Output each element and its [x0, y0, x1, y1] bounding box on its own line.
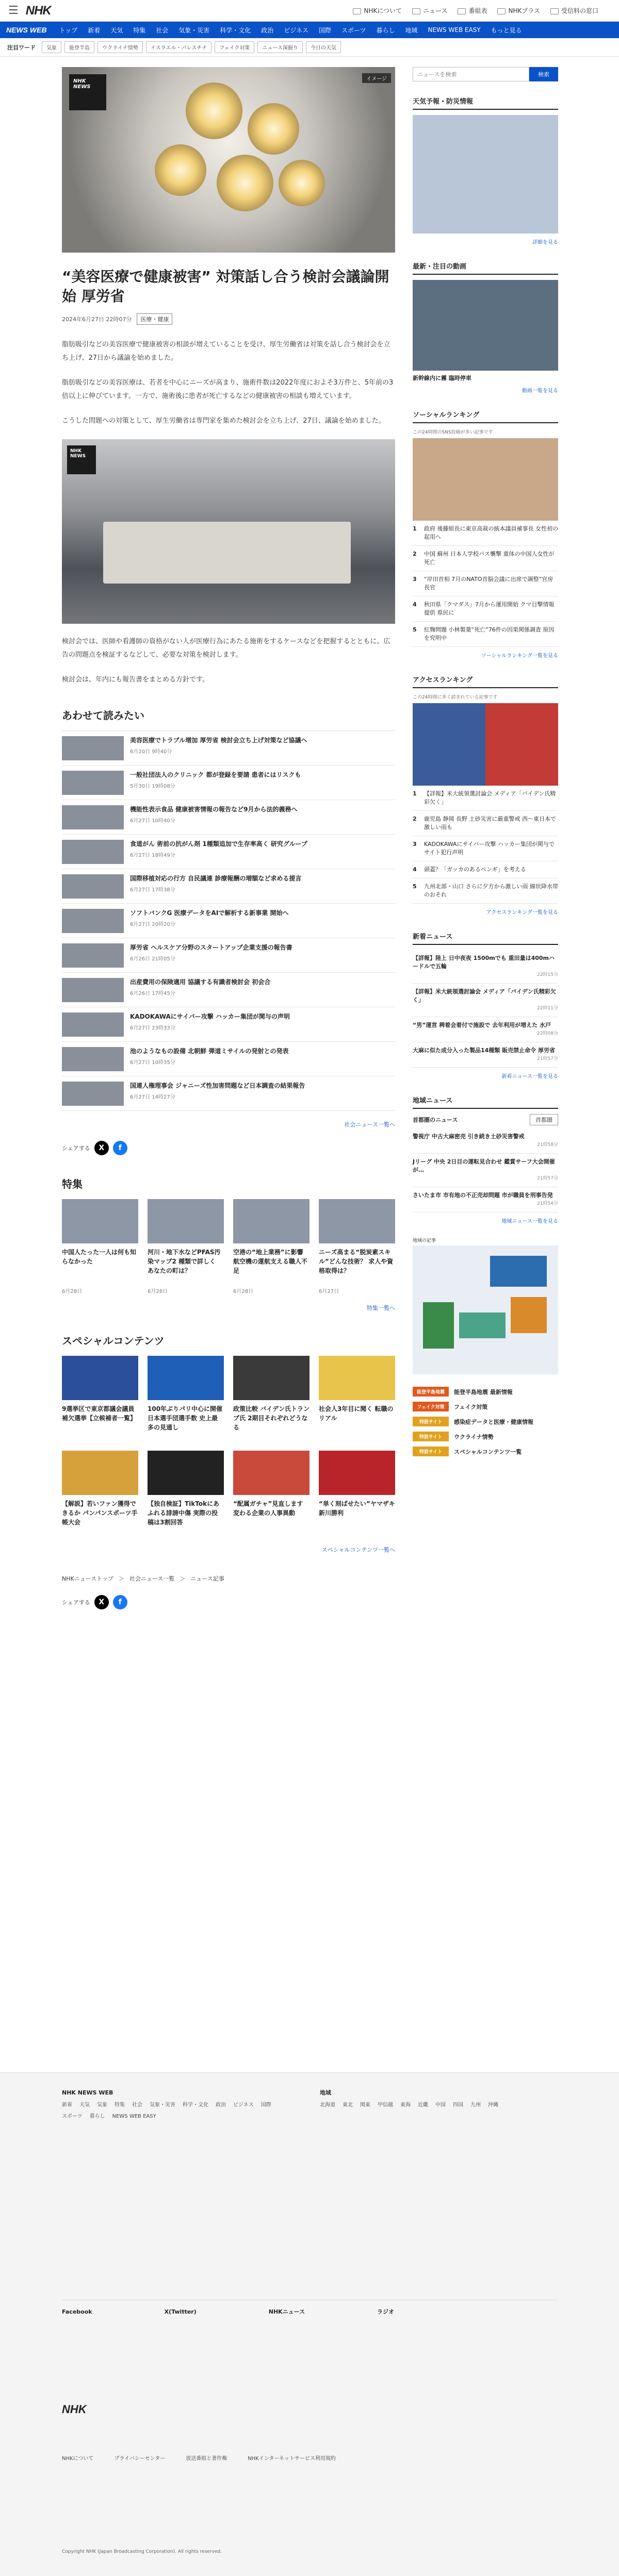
card-image	[62, 1356, 138, 1400]
nav-item[interactable]: スポーツ	[341, 26, 366, 34]
ranking-item[interactable]: 4 秋田県「クマダス」7月から運用開始 クマ目撃情報提供 県民に	[413, 596, 558, 622]
search-button[interactable]: 検索	[529, 67, 558, 81]
util-link-program[interactable]: 番組表	[458, 6, 487, 15]
footer-col-region: 地域 北海道 東北 関東 甲信越 東海 近畿 中国 四国 九州 沖縄	[320, 2088, 557, 2110]
play-icon	[497, 8, 506, 14]
nav-item[interactable]: 地域	[405, 26, 418, 34]
news-icon	[412, 8, 420, 14]
ranking-item[interactable]: 5 九州北部・山口 さらに夕方から激しい雨 線状降水帯のおそれ	[413, 878, 558, 904]
latest-more-link[interactable]: 新着ニュース一覧を見る	[501, 1074, 558, 1079]
keyword-tag[interactable]: ニュース深掘り	[257, 41, 303, 53]
ranking-item[interactable]: 3 “岸田首相 7月のNATO首脳会議に出席で調整”官房長官	[413, 571, 558, 596]
special-card[interactable]: 社会人3年目に聞く 転職のリアル	[319, 1356, 395, 1441]
keyword-tag[interactable]: 今日の天気	[306, 41, 341, 53]
keyword-bar	[0, 38, 619, 57]
breadcrumb-item[interactable]: NHKニューストップ	[62, 1575, 113, 1582]
access-ranking-sub: この24時間に多く読まれている記事です	[413, 695, 498, 700]
latest-item[interactable]: 大麻に似た成分入った製品14種類 販売禁止命令 厚労省 21時57分	[413, 1042, 558, 1068]
card-image	[148, 1199, 224, 1243]
footer-sns-item[interactable]: X(Twitter)	[164, 2308, 197, 2315]
footer-link[interactable]: 政治	[216, 2102, 226, 2108]
banner-item[interactable]: フェイク対策 フェイク対策	[413, 1402, 558, 1411]
footer-sns-item[interactable]: ラジオ	[377, 2308, 395, 2315]
breadcrumb-item[interactable]: 社会ニュース一覧	[129, 1575, 175, 1582]
ranking-item[interactable]: 2 中国 蘇州 日本人学校バス襲撃 重体の中国人女性が死亡	[413, 546, 558, 571]
access-ranking-list	[413, 786, 558, 904]
special-card[interactable]: 【独自検証】TikTokにあふれる誹謗中傷 実際の投稿は3割回答	[148, 1451, 224, 1536]
ranking-image	[413, 703, 558, 786]
thumbnail	[62, 1012, 124, 1037]
footer-link[interactable]: 中国	[435, 2102, 446, 2108]
banner-item[interactable]: 特設サイト ウクライナ情勢	[413, 1432, 558, 1441]
video-caption[interactable]: 新幹線内に霧 臨時停車	[413, 375, 471, 381]
nav-item[interactable]: 暮らし	[376, 26, 395, 34]
access-ranking-heading: アクセスランキング	[413, 671, 558, 688]
video-thumbnail[interactable]	[413, 280, 558, 371]
share-bar	[62, 1141, 395, 1155]
article-main	[62, 67, 395, 1622]
share-bar-bottom	[62, 1595, 395, 1609]
local-item[interactable]: Jリーグ 中央 2日目の運転見合わせ 鑑賞サーフ大会開催が… 21時57分	[413, 1154, 558, 1187]
util-link-plus[interactable]: NHKプラス	[497, 6, 540, 15]
related-item[interactable]: KADOKAWAにサイバー攻撃 ハッカー集団が関与の声明 6月27日 23時33分	[62, 1007, 395, 1042]
article-photo	[62, 439, 395, 624]
feature-card[interactable]: 河川・地下水などPFAS汚染マップ2 種類で詳しく あなたの町は？ 6月28日	[148, 1199, 224, 1294]
utility-links	[353, 6, 598, 15]
copyright: Copyright NHK (Japan Broadcasting Corporation). All rights reserved.	[62, 2549, 222, 2554]
feature-card[interactable]: 空港の“地上業務”に影響 航空機の運航支える職人不足 6月28日	[233, 1199, 310, 1294]
nav-item[interactable]: NEWS WEB EASY	[428, 26, 481, 34]
x-share-icon[interactable]: X	[94, 1141, 109, 1155]
local-sub: 首都圏のニュース	[413, 1117, 458, 1123]
footer-link[interactable]: 近畿	[418, 2102, 428, 2108]
footer-link[interactable]: 関東	[360, 2102, 370, 2108]
feature-more-link[interactable]: 特集一覧へ	[367, 1305, 395, 1311]
footer-link[interactable]: 国際	[260, 2102, 271, 2108]
ranking-item[interactable]: 4 頭蓋？「ガッカのあるペンギ」を考える	[413, 861, 558, 878]
nhk-news-badge: NHK NEWS	[67, 445, 96, 474]
weather-more-link[interactable]: 詳細を見る	[532, 240, 558, 245]
card-image	[233, 1199, 310, 1243]
article-paragraph: 検討会では、医師や看護師の資格がない人が医療行為にあたる施術をするケースなどを把握するとともに、広告の問題点を検証するなどして、必要な対策を検討します。	[62, 638, 390, 659]
thumbnail	[62, 874, 124, 899]
x-share-icon[interactable]: X	[94, 1595, 109, 1609]
banner-list	[413, 1387, 558, 1456]
special-card[interactable]: 100年ぶりパリ中心に開催 日本選手団選手数 史上最多の見通し	[148, 1356, 224, 1441]
footer-link[interactable]: スポーツ	[62, 2114, 83, 2119]
nav-item[interactable]: 科学・文化	[220, 26, 251, 34]
breadcrumb-current: ニュース記事	[190, 1575, 224, 1582]
article-date: 2024年6月27日 22時07分	[62, 316, 132, 323]
special-more-link[interactable]: スペシャルコンテンツ一覧へ	[321, 1547, 395, 1553]
thumbnail	[62, 736, 124, 760]
footer-link[interactable]: ビジネス	[233, 2102, 254, 2108]
local-list	[413, 1128, 558, 1212]
social-ranking-sub: この24時間のSNS投稿が多い記事です	[413, 430, 493, 435]
footer-bottom-link[interactable]: プライバシーセンター	[114, 2456, 166, 2462]
special-grid	[62, 1356, 395, 1536]
footer-link[interactable]: 暮らし	[89, 2114, 105, 2119]
footer-link[interactable]: 甲信越	[378, 2102, 393, 2108]
social-ranking-more[interactable]: ソーシャルランキング一覧を見る	[481, 653, 558, 659]
global-nav	[0, 22, 619, 38]
related-item[interactable]: 池のようなもの設備 北朝鮮 弾道ミサイルの発射との発表 6月27日 10時35分	[62, 1042, 395, 1076]
local-more-link[interactable]: 地域ニュース一覧を見る	[501, 1219, 558, 1224]
nav-item[interactable]: ビジネス	[284, 26, 308, 34]
footer-bottom-link[interactable]: NHKについて	[62, 2456, 94, 2462]
article-title: “美容医療で健康被害” 対策話し合う検討会議論開始 厚労省	[62, 268, 389, 305]
access-ranking-more[interactable]: アクセスランキング一覧を見る	[486, 910, 558, 916]
ranking-item[interactable]: 5 紅麹問題 小林製薬“死亡”76件の因果関係調査 原因を究明中	[413, 622, 558, 647]
special-card[interactable]: “単く刻ばせたい”ヤマザキ 新川勝利	[319, 1451, 395, 1536]
menu-icon[interactable]: ☰	[8, 4, 19, 17]
footer-link[interactable]: 北海道	[320, 2102, 335, 2108]
nhk-logo[interactable]: NHK	[25, 3, 51, 18]
special-heading: スペシャルコンテンツ	[62, 1335, 165, 1347]
local-item[interactable]: 警視庁 中古大麻密売 引き続き土砂災害警戒 21時58分	[413, 1128, 558, 1154]
social-ranking-heading: ソーシャルランキング	[413, 406, 558, 423]
social-ranking-list	[413, 521, 558, 647]
keyword-tag[interactable]: フェイク対策	[215, 41, 254, 53]
latest-heading: 新着ニュース	[413, 928, 558, 945]
thumbnail	[62, 1082, 124, 1106]
latest-item[interactable]: “男”運営 稗着会着付で施設で 去年利用が増えた 水戸 22時08分	[413, 1017, 558, 1042]
thumbnail	[62, 943, 124, 968]
footer-sns-item[interactable]: Facebook	[62, 2308, 92, 2315]
latest-list	[413, 950, 558, 1068]
card-image	[62, 1451, 138, 1495]
util-link-news[interactable]: ニュース	[412, 6, 447, 15]
fee-icon	[550, 8, 559, 14]
footer-link[interactable]: 気象	[97, 2102, 107, 2108]
footer-link[interactable]: 沖縄	[488, 2102, 498, 2108]
local-item[interactable]: さいたま市 市有地の不正売却問題 市が職員を刑事告発 21時54分	[413, 1187, 558, 1212]
image-tag: イメージ	[362, 73, 391, 83]
nav-more[interactable]: もっと見る	[491, 26, 522, 34]
footer-link[interactable]: 四国	[453, 2102, 463, 2108]
latest-item[interactable]: 【詳報】米大統領選討論会 メディア「バイデン氏精彩欠く」 22時11分	[413, 984, 558, 1017]
utility-bar	[0, 0, 619, 22]
thumbnail	[62, 978, 124, 1002]
card-image	[319, 1199, 395, 1243]
card-image	[319, 1451, 395, 1495]
keyword-label: 注目ワード	[7, 44, 36, 51]
ranking-item[interactable]: 3 KADOKAWAにサイバー攻撃 ハッカー集団が関与でサイト犯行声明	[413, 836, 558, 861]
footer	[0, 2072, 619, 2576]
card-image	[62, 1199, 138, 1243]
local-region-row	[413, 1114, 558, 1125]
nav-item[interactable]: 気象・災害	[178, 26, 210, 34]
latest-item[interactable]: 【詳報】陸上 日中夜夜 1500mでも 重田量は400mハードルで五輪 22時15分	[413, 950, 558, 984]
footer-sns-item[interactable]: NHKニュース	[268, 2308, 305, 2315]
ranking-item[interactable]: 2 鹿児島 静岡 長野 土砂災害に厳重警戒 西～東日本で激しい雨も	[413, 811, 558, 836]
thumbnail	[62, 771, 124, 795]
card-image	[319, 1356, 395, 1400]
special-card[interactable]: 【解説】若いファン獲得できるか パンパンスポーツ手帳大会	[62, 1451, 138, 1536]
footer-link[interactable]: NEWS WEB EASY	[112, 2114, 156, 2119]
related-item[interactable]: ソフトバンクG 医療データをAIで解析する新事業 開始へ 6月27日 20時20分	[62, 904, 395, 938]
related-heading: あわせて読みたい	[62, 709, 144, 722]
sidebar	[413, 67, 558, 1622]
thumbnail	[62, 805, 124, 829]
util-link-about[interactable]: NHKについて	[353, 6, 402, 15]
footer-link[interactable]: 東海	[400, 2102, 411, 2108]
special-card[interactable]: 9選挙区で東京都議会議員補欠選挙【立候補者一覧】	[62, 1356, 138, 1441]
related-list	[62, 730, 395, 1111]
share-label: シェアする	[62, 1599, 90, 1606]
nhk-icon	[353, 8, 361, 14]
search-box	[413, 67, 558, 81]
region-map[interactable]	[413, 1245, 558, 1374]
nav-item[interactable]: 特集	[133, 26, 146, 34]
footer-link[interactable]: 社会	[132, 2102, 142, 2108]
feature-grid	[62, 1199, 395, 1294]
nav-item[interactable]: トップ	[59, 26, 78, 34]
feature-card[interactable]: ニーズ高まる“脱炭素スキル”どんな技術？ 求人や資格取得は？ 6月27日	[319, 1199, 395, 1294]
thumbnail	[62, 1047, 124, 1071]
weather-heading: 天気予報・防災情報	[413, 93, 558, 110]
article-paragraph: 脂肪吸引などの美容医療は、若者を中心にニーズが高まり、施術件数は2022年度におよそ3万件と、5年前の3倍以上に伸びています。一方で、施術後に患者が死亡するなどの健康被害の相談も増えています。	[62, 379, 394, 400]
footer-bottom-link[interactable]: 放送番組と著作権	[186, 2456, 227, 2462]
footer-logo[interactable]: NHK	[62, 2403, 87, 2416]
related-item[interactable]: 厚労省 ヘルスケア分野のスタートアップ企業支援の報告書 6月26日 21時05分	[62, 938, 395, 973]
share-label: シェアする	[62, 1145, 90, 1152]
ranking-item[interactable]: 1 【詳報】米大統領選討論会 メディア「バイデン氏精彩欠く」	[413, 786, 558, 811]
search-input[interactable]	[413, 67, 529, 81]
facebook-share-icon[interactable]: f	[113, 1595, 127, 1609]
related-item[interactable]: 国連人権理事会 ジャニーズ性加害問題など日本調査の結果報告 6月27日 14時27分	[62, 1076, 395, 1111]
footer-bottom-link[interactable]: NHKインターネットサービス利用規約	[248, 2456, 336, 2462]
article-paragraph: こうした問題への対策として、厚生労働省は専門家を集めた検討会を立ち上げ、27日、議論を始めました。	[62, 417, 385, 425]
keyword-tag[interactable]: 気象	[42, 41, 61, 53]
local-heading: 地域ニュース	[413, 1092, 558, 1109]
article-paragraph: 脂肪吸引などの美容医療で健康被害の相談が増えていることを受け、厚生労働省は対策を話し合う検討会を立ち上げ、27日から議論を始めました。	[62, 341, 390, 362]
card-image	[148, 1356, 224, 1400]
nav-item[interactable]: 天気	[110, 26, 123, 34]
special-card[interactable]: 政策比較 バイデン氏トランプ氏 2期目それぞれどうなる	[233, 1356, 310, 1441]
thumbnail	[62, 909, 124, 933]
related-item[interactable]: 食道がん 術前の抗がん剤 1種類追加で生存率高く 研究グループ 6月27日 18時49分	[62, 835, 395, 869]
banner-item[interactable]: 特設サイト 感染症データと医療・健康情報	[413, 1417, 558, 1426]
banner-item[interactable]: 特設サイト スペシャルコンテンツ一覧	[413, 1447, 558, 1456]
nav-item[interactable]: 国際	[318, 26, 331, 34]
ranking-image	[413, 438, 558, 521]
ranking-item[interactable]: 1 政府 後藤組長に東京高裁の統本議員補事長 女性初の起用へ	[413, 521, 558, 546]
footer-link[interactable]: 新着	[62, 2102, 72, 2108]
related-item[interactable]: 美容医療でトラブル増加 厚労省 検討会立ち上げ対策など協議へ 6月20日 9時40分	[62, 731, 395, 766]
nhk-news-badge: NHK NEWS	[69, 74, 106, 110]
card-image	[233, 1451, 310, 1495]
footer-link[interactable]: 特集	[115, 2102, 125, 2108]
util-link-fee[interactable]: 受信料の窓口	[550, 6, 598, 15]
keyword-tag[interactable]: 能登半島	[64, 41, 94, 53]
related-item[interactable]: 出産費用の保険適用 協議する有識者検討会 初会合 6月26日 17時45分	[62, 973, 395, 1007]
weather-map[interactable]	[413, 115, 558, 234]
article-meta	[62, 313, 395, 325]
video-heading: 最新・注目の動画	[413, 258, 558, 275]
card-image	[148, 1451, 224, 1495]
special-card[interactable]: “配属ガチャ”見直します 変わる企業の人事異動	[233, 1451, 310, 1536]
breadcrumb: NHKニューストップ ＞ 社会ニュース一覧 ＞ ニュース記事	[62, 1575, 224, 1582]
feature-heading: 特集	[62, 1178, 83, 1190]
hero-image	[62, 67, 395, 253]
footer-link[interactable]: 天気	[79, 2102, 90, 2108]
category-tag[interactable]: 医療・健康	[137, 313, 172, 325]
tv-guide-icon	[458, 8, 466, 14]
footer-bottom-links	[62, 2454, 557, 2464]
banner-item[interactable]: 能登半島地震 能登半島地震 最新情報	[413, 1387, 558, 1397]
related-item[interactable]: 国際移植対応の行方 自民議連 診療報酬の増額など求める提言 6月27日 17時38分	[62, 869, 395, 904]
keyword-tag[interactable]: ウクライナ情勢	[97, 41, 143, 53]
related-item[interactable]: 機能性表示食品 健康被害情報の報告など9月から法的義務へ 6月27日 10時40分	[62, 800, 395, 835]
article-paragraph: 検討会は、年内にも報告書をまとめる方針です。	[62, 676, 209, 684]
footer-link[interactable]: 東北	[343, 2102, 353, 2108]
footer-link[interactable]: 九州	[470, 2102, 481, 2108]
footer-link[interactable]: 気象・災害	[150, 2102, 175, 2108]
feature-card[interactable]: 中国人たった一人は何も知らなかった 6月28日	[62, 1199, 138, 1294]
region-select[interactable]: 首都圏	[530, 1114, 558, 1125]
nav-item[interactable]: 新着	[88, 26, 101, 34]
facebook-share-icon[interactable]: f	[113, 1141, 127, 1155]
news-web-brand[interactable]: NEWS WEB	[6, 26, 47, 34]
nav-item[interactable]: 社会	[156, 26, 169, 34]
keyword-tag[interactable]: イスラエル・パレスチナ	[146, 41, 211, 53]
region-map-label: 地域の記事	[413, 1238, 436, 1243]
footer-sns	[62, 2300, 557, 2320]
related-more-link[interactable]: 社会ニュース一覧へ	[344, 1121, 395, 1128]
nav-item[interactable]: 政治	[261, 26, 274, 34]
footer-link[interactable]: 科学・文化	[183, 2102, 208, 2108]
related-item[interactable]: 一般社団法人のクリニック 都が登録を要請 患者にはリスクも 5月30日 19時08分	[62, 766, 395, 800]
video-more-link[interactable]: 動画一覧を見る	[522, 388, 558, 394]
thumbnail	[62, 840, 124, 864]
card-image	[233, 1356, 310, 1400]
footer-col-news: NHK NEWS WEB 新着 天気 気象 特集 社会 気象・災害 科学・文化 政治 ビジネス 国際 スポーツ 暮らし NEWS WEB EASY	[62, 2088, 279, 2121]
